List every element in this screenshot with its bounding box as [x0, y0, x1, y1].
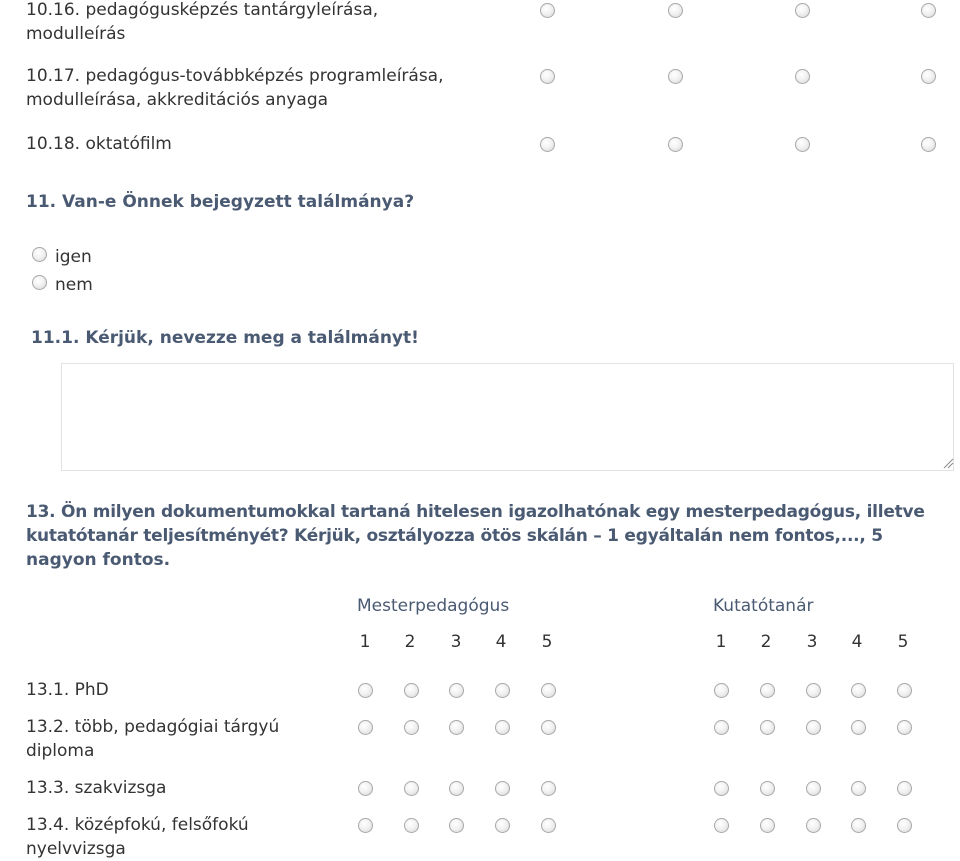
q10-16-radio-4[interactable]	[921, 3, 936, 18]
q13-3-mester-radio-1[interactable]	[358, 781, 373, 796]
label-line: 13.3. szakvizsga	[26, 778, 167, 798]
label-line: 10.17. pedagógus-továbbképzés programleírása,	[26, 66, 444, 86]
q13-4-mester-radio-5[interactable]	[541, 818, 556, 833]
q11-title: 11. Van-e Önnek bejegyzett találmánya?	[26, 192, 415, 212]
q11-1-textarea[interactable]	[61, 363, 954, 471]
group-header-mesterpedagogus: Mesterpedagógus	[357, 596, 510, 616]
group-header-kutatotanar: Kutatótanár	[713, 596, 814, 616]
q13-title-line: 13. Ön milyen dokumentumokkal tartaná hitelesen igazolhatónak egy mesterpedagógus, illetve	[26, 502, 925, 522]
q13-4-mester-radio-3[interactable]	[449, 818, 464, 833]
scale-number: 3	[806, 632, 818, 652]
q10-16-label	[26, 0, 496, 46]
q13-1-mester-radio-3[interactable]	[449, 683, 464, 698]
q10-17-radio-1[interactable]	[540, 69, 555, 84]
q13-1-kutato-radio-5[interactable]	[897, 683, 912, 698]
scale-number: 1	[715, 632, 727, 652]
label-line: 10.18. oktatófilm	[26, 134, 172, 154]
q13-1-label	[26, 678, 326, 702]
q13-4-kutato-radio-5[interactable]	[897, 818, 912, 833]
q13-4-mester-radio-1[interactable]	[358, 818, 373, 833]
q13-3-mester-radio-5[interactable]	[541, 781, 556, 796]
q13-3-kutato-radio-4[interactable]	[851, 781, 866, 796]
q13-4-label	[26, 813, 326, 861]
q13-4-kutato-radio-1[interactable]	[714, 818, 729, 833]
q13-title	[26, 500, 960, 572]
q13-1-mester-radio-1[interactable]	[358, 683, 373, 698]
q11-option-nem: nem	[55, 275, 93, 295]
label-line: 13.4. középfokú, felsőfokú	[26, 815, 249, 835]
q13-2-kutato-radio-2[interactable]	[760, 720, 775, 735]
q10-17-label	[26, 64, 496, 112]
q13-2-mester-radio-2[interactable]	[404, 720, 419, 735]
q13-1-mester-radio-2[interactable]	[404, 683, 419, 698]
q13-2-mester-radio-3[interactable]	[449, 720, 464, 735]
q13-3-mester-radio-4[interactable]	[495, 781, 510, 796]
q10-16-radio-3[interactable]	[795, 3, 810, 18]
q10-18-radio-4[interactable]	[921, 137, 936, 152]
q13-3-label	[26, 776, 326, 800]
q10-17-radio-4[interactable]	[921, 69, 936, 84]
q13-3-kutato-radio-5[interactable]	[897, 781, 912, 796]
q10-18-radio-1[interactable]	[540, 137, 555, 152]
scale-number: 4	[851, 632, 863, 652]
scale-number: 2	[760, 632, 772, 652]
label-line: 13.1. PhD	[26, 680, 109, 700]
q11-radio-igen[interactable]	[32, 247, 47, 262]
scale-number: 2	[404, 632, 416, 652]
q10-18-radio-3[interactable]	[795, 137, 810, 152]
q13-2-label	[26, 715, 326, 763]
q13-title-line: nagyon fontos.	[26, 550, 171, 570]
q13-3-kutato-radio-3[interactable]	[806, 781, 821, 796]
label-line: nyelvvizsga	[26, 839, 126, 859]
q13-1-kutato-radio-1[interactable]	[714, 683, 729, 698]
q13-title-line: kutatótanár teljesítményét? Kérjük, osztályozza ötös skálán – 1 egyáltalán nem fontos,..., 5	[26, 526, 883, 546]
q13-4-mester-radio-4[interactable]	[495, 818, 510, 833]
q10-18-radio-2[interactable]	[668, 137, 683, 152]
q13-2-kutato-radio-5[interactable]	[897, 720, 912, 735]
scale-number: 1	[359, 632, 371, 652]
q13-2-mester-radio-5[interactable]	[541, 720, 556, 735]
q13-1-kutato-radio-2[interactable]	[760, 683, 775, 698]
q13-2-mester-radio-1[interactable]	[358, 720, 373, 735]
q13-4-mester-radio-2[interactable]	[404, 818, 419, 833]
q13-3-kutato-radio-2[interactable]	[760, 781, 775, 796]
q10-17-radio-2[interactable]	[668, 69, 683, 84]
q11-radio-nem[interactable]	[32, 275, 47, 290]
q11-option-igen: igen	[55, 247, 92, 267]
scale-number: 3	[450, 632, 462, 652]
label-line: diploma	[26, 741, 95, 761]
scale-number: 4	[495, 632, 507, 652]
label-line: 13.2. több, pedagógiai tárgyú	[26, 717, 280, 737]
q13-3-mester-radio-3[interactable]	[449, 781, 464, 796]
q13-3-mester-radio-2[interactable]	[404, 781, 419, 796]
scale-number: 5	[897, 632, 909, 652]
q10-16-radio-2[interactable]	[668, 3, 683, 18]
q10-16-radio-1[interactable]	[540, 3, 555, 18]
q10-17-radio-3[interactable]	[795, 69, 810, 84]
q13-1-kutato-radio-4[interactable]	[851, 683, 866, 698]
q13-2-kutato-radio-3[interactable]	[806, 720, 821, 735]
label-line: 10.16. pedagógusképzés tantárgyleírása,	[26, 0, 379, 20]
q10-18-label	[26, 132, 496, 156]
q13-3-kutato-radio-1[interactable]	[714, 781, 729, 796]
scale-number: 5	[541, 632, 553, 652]
q13-1-kutato-radio-3[interactable]	[806, 683, 821, 698]
q13-4-kutato-radio-2[interactable]	[760, 818, 775, 833]
label-line: modulleírása, akkreditációs anyaga	[26, 90, 329, 110]
q13-1-mester-radio-5[interactable]	[541, 683, 556, 698]
q13-2-mester-radio-4[interactable]	[495, 720, 510, 735]
q13-2-kutato-radio-1[interactable]	[714, 720, 729, 735]
q13-4-kutato-radio-3[interactable]	[806, 818, 821, 833]
q13-4-kutato-radio-4[interactable]	[851, 818, 866, 833]
q13-2-kutato-radio-4[interactable]	[851, 720, 866, 735]
label-line: modulleírás	[26, 24, 126, 44]
resize-grip-icon[interactable]	[942, 457, 954, 469]
q11-1-title: 11.1. Kérjük, nevezze meg a találmányt!	[31, 328, 419, 348]
q13-1-mester-radio-4[interactable]	[495, 683, 510, 698]
